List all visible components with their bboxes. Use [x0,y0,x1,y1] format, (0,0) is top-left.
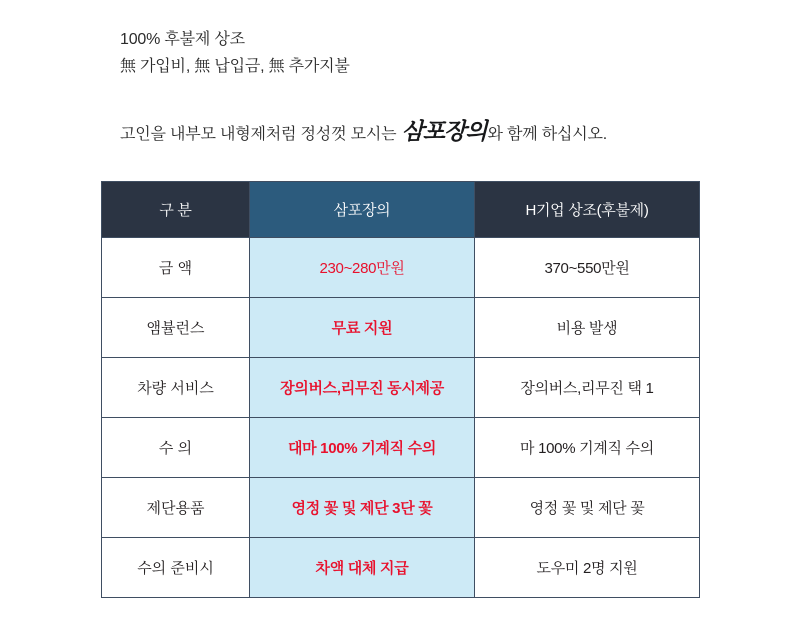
row-value-other: 도우미 2명 지원 [475,538,700,598]
row-value-sampo: 영정 꽃 및 제단 3단 꽃 [250,478,475,538]
table-row [102,538,700,598]
row-value-sampo: 장의버스,리무진 동시제공 [250,358,475,418]
table-row [102,298,700,358]
row-value-other: 비용 발생 [475,298,700,358]
row-label: 수 의 [102,418,250,478]
subheadline-after: 와 함께 하십시오. [487,126,607,143]
headline-block [120,26,350,80]
row-label: 앰뷸런스 [102,298,250,358]
subheadline [120,113,607,146]
row-value-sampo: 230~280만원 [250,238,475,298]
table-row [102,358,700,418]
row-label: 제단용품 [102,478,250,538]
row-value-other: 370~550만원 [475,238,700,298]
subheadline-before: 고인을 내부모 내형제처럼 정성껏 모시는 [120,126,401,143]
row-value-other: 영정 꽃 및 제단 꽃 [475,478,700,538]
row-value-sampo: 무료 지원 [250,298,475,358]
row-label: 수의 준비시 [102,538,250,598]
comparison-table [101,181,700,598]
table-row [102,238,700,298]
row-label: 차량 서비스 [102,358,250,418]
headline-line-2: 無 가입비, 無 납입금, 無 추가지불 [120,58,350,75]
column-header-category: 구 분 [102,182,250,238]
headline-line-1: 100% 후불제 상조 [120,31,245,48]
row-value-other: 장의버스,리무진 택 1 [475,358,700,418]
table-header-row [102,182,700,238]
column-header-other: H기업 상조(후불제) [475,182,700,238]
row-value-sampo: 차액 대체 지급 [250,538,475,598]
row-label: 금 액 [102,238,250,298]
table-row [102,418,700,478]
column-header-sampo: 삼포장의 [250,182,475,238]
row-value-other: 마 100% 기계직 수의 [475,418,700,478]
table-head [102,182,700,238]
brand-logo-text: 삼포장의 [401,118,487,145]
table-body [102,238,700,598]
row-value-sampo: 대마 100% 기계직 수의 [250,418,475,478]
table-row [102,478,700,538]
